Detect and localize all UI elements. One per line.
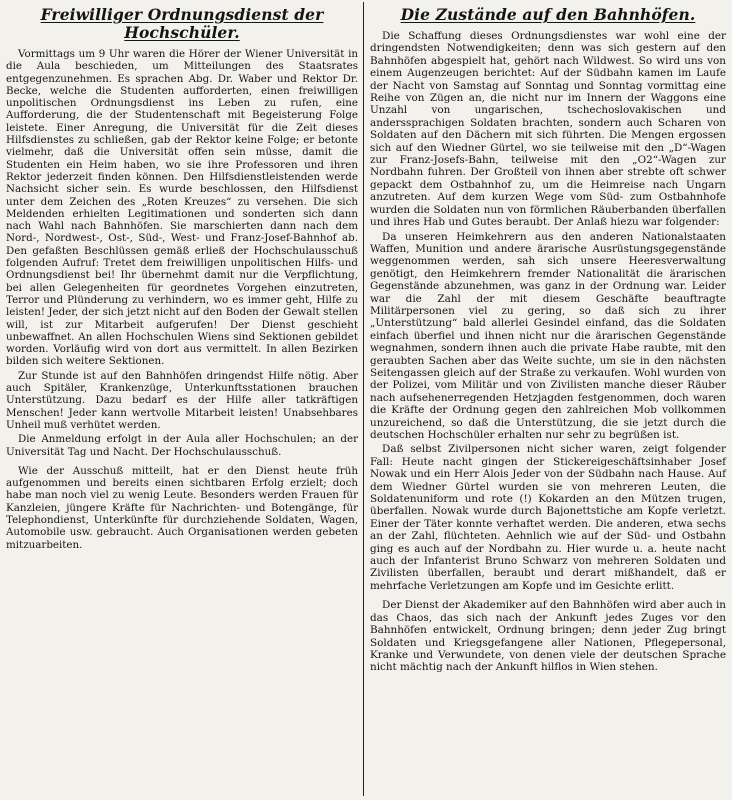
left-paragraph-1: Vormittags um 9 Uhr waren die Hörer der Wiener Universität in die Aula beschieden, um Mitteilungen des Staatsrates entgegenzunehmen. Es sprachen Abg. Dr. Waber und Rektor Dr. Becke, welche die Studenten aufforderten, einen freiwilligen unpolitischen Ordnungsdienst ins Leben zu rufen, eine Aufforderung, die der Studentenschaft mit Begeisterung Folge leistete. Einer Anregung, die Universität für die Zeit dieses Hilfsdienstes zu schließen, gab der Rektor keine Folge; er betonte vielmehr, daß die Universität offen sein müsse, damit die Studenten ein Heim haben, wo sie ihre Professoren und ihren Rektor jederzeit finden können. Den Hilfsdienstleistenden werde Nachsicht sicher sein. Es wurde beschlossen, den Hilfsdienst unter dem Zeichen des „Roten Kreuzes“ zu versehen. Die sich Meldenden erhielten Legitimationen und sonderten sich dann nach Wahl nach Bahnhöfen. Sie marschierten dann nach dem Nord-, Nordwest-, Ost-, Süd-, West- und Franz-Josef-Bahnhof ab. Den gefaßten Beschlüssen gemäß erließ der Hochschulausschuß folgenden Aufruf: Tretet dem freiwilligen unpolitischen Hilfs- und Ordnungsdienst bei! Ihr übernehmt damit nur die Verpflichtung, bei allen Gelegenheiten für geordnetes Vorgehen einzutreten, Terror und Plünderung zu verhindern, wo es immer geht, Hilfe zu leisten! Jeder, der sich jetzt nicht auf den Boden der Gewalt stellen will, ist zur Mitarbeit aufgerufen! Der Dienst geschieht unbewaffnet. An allen Hochschulen Wiens sind Sektionen gebildet worden. Vorläufig wird von dort aus vermittelt. In allen Bezirken bilden sich weitere Sektionen. [6,48,358,368]
left-paragraph-3: Die Anmeldung erfolgt in der Aula aller Hochschulen; an der Universität Tag und Nacht. Der Hochschulausschuß. [6,433,358,458]
left-column [6,4,358,553]
left-paragraph-4: Wie der Ausschuß mitteilt, hat er den Dienst heute früh aufgenommen und bereits einen sichtbaren Erfolg erzielt; doch habe man noch viel zu wenig Leute. Besonders werden Frauen für Kanzleien, jüngere Kräfte für Nachrichten- und Botengänge, für Telephondienst, Unterkünfte für durchziehende Soldaten, Wagen, Automobile usw. gebraucht. Auch Organisationen werden gebeten mitzuarbeiten. [6,464,358,551]
column-rule [363,2,364,796]
right-paragraph-4: Der Dienst der Akademiker auf den Bahnhöfen wird aber auch in das Chaos, das sich nach der Ankunft jedes Zuges vor den Bahnhöfen entwickelt, Ordnung bringen; denn jeder Zug bringt Soldaten und Kriegsgefangene aller Nationen, Pflegepersonal, Kranke und Verwundete, von denen viele der deutschen Sprache nicht mächtig nach der Ankunft hilflos in Wien stehen. [370,599,726,674]
left-headline: Freiwilliger Ordnungsdienst der Hochschüler. [40,5,324,42]
right-paragraph-2: Da unseren Heimkehrern aus den anderen Nationalstaaten Waffen, Munition und andere ärarische Ausrüstungsgegenstände weggenommen werden, sah sich unsere Heeresverwaltung genötigt, den Heimkehrern fremder Nationalität die ärarischen Gegenstände abzunehmen, was ganz in der Ordnung war. Leider war die Zahl der mit diesem Geschäfte beauftragte Militärpersonen viel zu gering, so daß sich zu ihrer „Unterstützung“ bald allerlei Gesindel einfand, das die Soldaten einfach überfiel und ihnen nicht nur die ärarischen Gegenstände wegnahmen, sondern ihnen auch die private Habe raubte, mit den geraubten Sachen aber das Weite suchte, um sie in den nächsten Seitengassen gleich auf der Straße zu verkaufen. Wohl wurden von der Polizei, vom Militär und von Zivilisten manche dieser Räuber nach aufsehenerregenden Hetzjagden festgenommen, doch waren die Kräfte der Ordnung gegen den zahlreichen Mob vollkommen unzureichend, so daß die Unterstützung, die sie jetzt durch die deutschen Hochschüler erhalten nur sehr zu begrüßen ist. [370,230,726,441]
right-headline: Die Zustände auf den Bahnhöfen. [400,5,696,24]
left-paragraph-2: Zur Stunde ist auf den Bahnhöfen dringendst Hilfe nötig. Aber auch Spitäler, Krankenzüge, Unterkunftsstationen brauchen Unterstützung. Dazu bedarf es der Hilfe aller tatkräftigen Menschen! Jeder kann wertvolle Mitarbeit leisten! Unabsehbares Unheil muß verhütet werden. [6,369,358,431]
right-paragraph-3: Daß selbst Zivilpersonen nicht sicher waren, zeigt folgender Fall: Heute nacht gingen der Stickereigeschäftsinhaber Josef Nowak und ein Herr Alois Jeder von der Südbahn nach Hause. Auf dem Wiedner Gürtel wurden sie von mehreren Leuten, die Soldatenuniform und rote (!) Kokarden an den Mützen trugen, überfallen. Nowak wurde durch Bajonettstiche am Kopfe verletzt. Einer der Täter konnte verhaftet werden. Die anderen, etwa sechs an der Zahl, flüchteten. Aehnlich wie auf der Süd- und Ostbahn ging es auch auf der Nordbahn zu. Hier wurde u. a. heute nacht auch der Infanterist Bruno Schwarz von mehreren Soldaten und Zivilisten überfallen, beraubt und derart mißhandelt, daß er mehrfache Verletzungen am Kopfe und im Gesichte erlitt. [370,443,726,592]
right-paragraph-1: Die Schaffung dieses Ordnungsdienstes war wohl eine der dringendsten Notwendigkeiten; denn was sich gestern auf den Bahnhöfen abgespielt hat, gehört nach Wildwest. So wird uns von einem Augenzeugen berichtet: Auf der Südbahn kamen im Laufe der Nacht von Samstag auf Sonntag und Sonntag vormittag eine Reihe von Zügen an, die nicht nur im Innern der Waggons eine Unzahl von ungarischen, tschechoslovakischen und anderssprachigen Soldaten brachten, sondern auch Scharen von Soldaten auf den Dächern mit sich führten. Die Mengen ergossen sich auf den Wiedner Gürtel, wo sie teilweise mit den „D“-Wagen zur Franz-Josefs-Bahn, teilweise mit den „O2“-Wagen zur Nordbahn fuhren. Der Großteil von ihnen aber strebte oft schwer gepackt dem Ostbahnhof zu, um die Heimreise nach Ungarn anzutreten. Auf dem kurzen Wege vom Süd- zum Ostbahnhofe wurden die Soldaten nun von förmlichen Räuberbanden überfallen und ihres Hab und Gutes beraubt. Der Anlaß hiezu war folgender: [370,30,726,229]
right-column [370,4,726,676]
